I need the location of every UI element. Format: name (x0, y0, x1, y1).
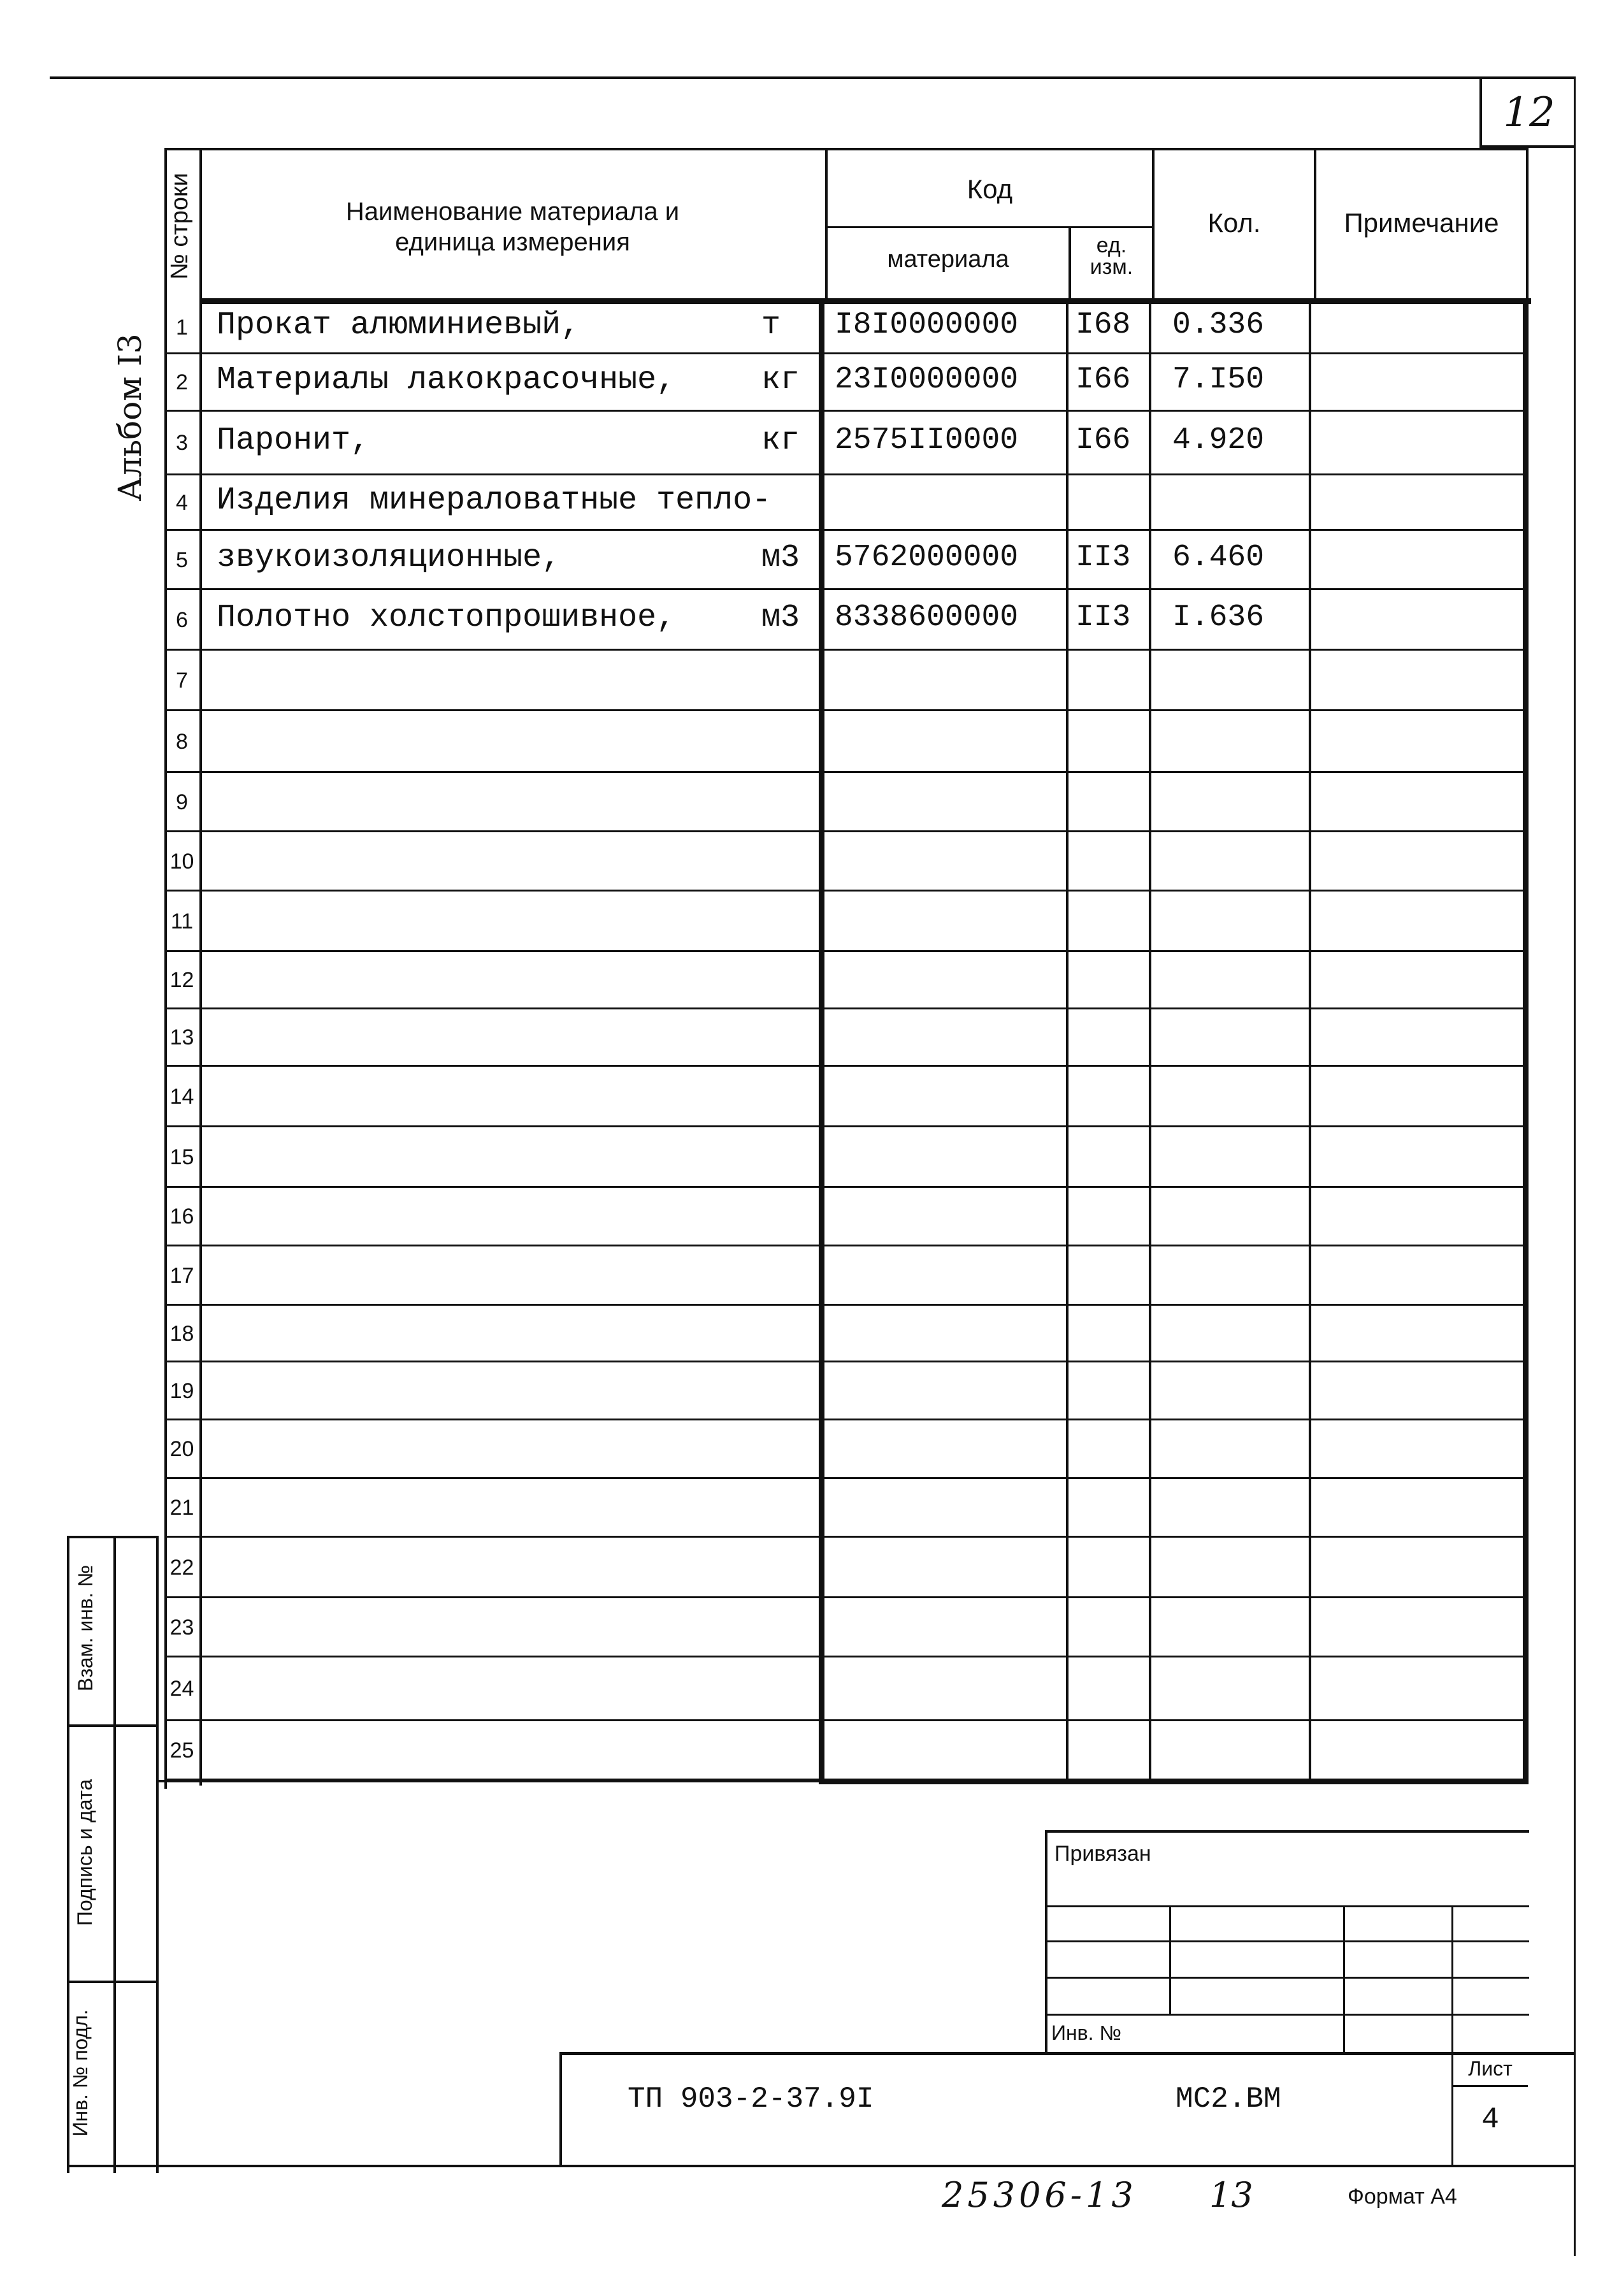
row-number: 1 (176, 315, 188, 340)
tb-grid-v1 (1169, 1905, 1171, 2014)
row-number: 5 (176, 547, 188, 572)
footer-archive-no: 25306-13 (942, 2175, 1137, 2215)
row-line (164, 649, 1528, 651)
row-line (164, 1719, 1528, 1721)
row-name: Полотно холстопрошивное, (217, 599, 676, 636)
header-code-material: материала (887, 246, 1009, 273)
row-number: 15 (169, 1144, 194, 1169)
row-code: 5762000000 (835, 540, 1019, 575)
row-unit-code: I66 (1076, 423, 1131, 458)
body-top-thick (199, 298, 1531, 304)
body-sep-qty (1309, 300, 1311, 1781)
top-edge-line (50, 76, 1576, 79)
row-line (164, 1125, 1528, 1127)
body-sep-code (1066, 300, 1069, 1781)
row-unit: кг (761, 362, 800, 398)
row-line (164, 1065, 1528, 1067)
tb-sheet-label: Лист (1468, 2057, 1513, 2080)
row-number: 17 (169, 1263, 194, 1288)
rownum-col-right (199, 148, 202, 1786)
tb-sheet-sep (1451, 2085, 1528, 2087)
header-qty: Кол. (1207, 208, 1261, 238)
row-line (164, 1596, 1528, 1598)
row-qty: 6.460 (1172, 540, 1265, 575)
side-stamp-bottom (67, 2165, 1576, 2167)
tb-inv-no: Инв. № (1051, 2021, 1121, 2044)
footer-format: Формат А4 (1348, 2184, 1457, 2209)
row-line (164, 410, 1528, 412)
row-unit-code: I66 (1076, 363, 1131, 397)
tb-grid-line3 (1045, 1977, 1529, 1979)
hdr-code-subline (825, 226, 1153, 228)
row-number: 20 (169, 1437, 194, 1461)
album-label: Альбом I3 (112, 333, 148, 502)
row-qty: 0.336 (1172, 307, 1265, 342)
row-line (164, 1656, 1528, 1657)
row-unit-code: II3 (1076, 600, 1131, 635)
row-unit: м3 (761, 599, 800, 636)
tb-grid-v2 (1343, 1905, 1345, 2052)
side-swap-inv: Взам. инв. № (74, 1564, 97, 1692)
row-line (164, 1007, 1528, 1009)
row-number: 4 (176, 490, 188, 515)
right-edge-line (1574, 76, 1576, 2256)
tb-main-left (559, 2052, 562, 2167)
body-bottom-thick (819, 1779, 1529, 1784)
header-code-unit: ед. изм. (1090, 233, 1133, 279)
header-row-no: № строки (166, 173, 193, 280)
row-number: 6 (176, 607, 188, 632)
header-top-line (164, 148, 1528, 150)
row-number: 2 (176, 370, 188, 394)
row-number: 14 (169, 1084, 194, 1109)
tb-doc-mark: МС2.ВМ (1176, 2083, 1281, 2116)
rownum-col-left (164, 148, 167, 1789)
row-line (164, 830, 1528, 832)
tb-doc-code: ТП 903-2-37.9I (628, 2083, 874, 2116)
row-number: 25 (169, 1738, 194, 1763)
row-number: 24 (169, 1677, 194, 1701)
row-line (164, 473, 1528, 475)
row-code: 8338600000 (835, 600, 1019, 635)
frame-left-lower (156, 1536, 159, 2173)
row-qty: 4.920 (1172, 423, 1265, 458)
row-unit: м3 (761, 539, 800, 576)
tb-grid-v3 (1451, 1905, 1453, 2167)
row-code: 2575II0000 (835, 423, 1019, 458)
tb-grid-line2 (1045, 1940, 1529, 1942)
footer-page: 13 (1209, 2175, 1253, 2215)
row-line (164, 950, 1528, 952)
row-line (164, 1477, 1528, 1479)
row-number: 22 (169, 1555, 194, 1580)
sheet-corner-number: 12 (1503, 89, 1555, 136)
row-line (164, 1304, 1528, 1306)
row-number: 12 (169, 968, 194, 992)
row-number: 9 (176, 790, 188, 814)
tb-attached-top (1045, 1830, 1529, 1833)
row-line (164, 588, 1528, 590)
row-name: Материалы лакокрасочные, (217, 362, 676, 398)
table-bottom-line (158, 1780, 822, 1782)
row-qty: 7.I50 (1172, 363, 1265, 397)
row-name: Прокат алюминиевый, (217, 307, 580, 343)
row-number: 16 (169, 1204, 194, 1229)
row-unit-code: I68 (1076, 307, 1131, 342)
row-number: 7 (176, 668, 188, 693)
row-name: Паронит, (217, 422, 370, 459)
tb-grid-line4 (1045, 2014, 1529, 2016)
row-number: 3 (176, 431, 188, 455)
row-number: 8 (176, 729, 188, 754)
side-sign-date: Подпись и дата (73, 1779, 96, 1926)
row-line (164, 352, 1528, 354)
row-number: 19 (169, 1378, 194, 1403)
body-left-thick (819, 298, 824, 1784)
row-line (164, 1361, 1528, 1362)
row-unit: т (761, 307, 781, 343)
side-inv-orig: Инв. № подл. (69, 2009, 92, 2137)
header-note: Примечание (1344, 208, 1499, 238)
body-sep-unit (1149, 300, 1151, 1781)
row-line (164, 709, 1528, 711)
row-number: 11 (170, 909, 194, 934)
tb-attached: Привязан (1054, 1842, 1151, 1866)
header-name: Наименование материала и единица измерения (345, 198, 680, 256)
row-number: 21 (169, 1496, 194, 1520)
tb-grid-line1 (1045, 1905, 1529, 1907)
row-line (164, 771, 1528, 773)
tb-main-top (559, 2052, 1576, 2055)
row-name: Изделия минераловатные тепло- (217, 482, 772, 519)
row-line (164, 1536, 1528, 1538)
row-line (164, 529, 1528, 531)
row-line (164, 1419, 1528, 1420)
body-right-thick (1523, 298, 1529, 1784)
corner-box-left (1479, 78, 1482, 147)
row-number: 10 (169, 849, 194, 874)
row-code: I8I0000000 (835, 307, 1019, 342)
row-unit-code: II3 (1076, 540, 1131, 575)
side-stamp-divider (113, 1536, 116, 2173)
row-unit: кг (761, 422, 800, 459)
row-line (164, 1186, 1528, 1188)
row-number: 23 (169, 1615, 194, 1640)
tb-sheet-number: 4 (1481, 2103, 1499, 2136)
row-name: звукоизоляционные, (217, 539, 561, 576)
row-code: 23I0000000 (835, 363, 1019, 397)
row-qty: I.636 (1172, 600, 1265, 635)
hdr-sep-name (825, 148, 828, 301)
row-number: 18 (169, 1321, 194, 1346)
header-code: Код (967, 174, 1013, 204)
row-number: 13 (169, 1025, 194, 1050)
row-line (164, 890, 1528, 892)
row-line (164, 1245, 1528, 1246)
